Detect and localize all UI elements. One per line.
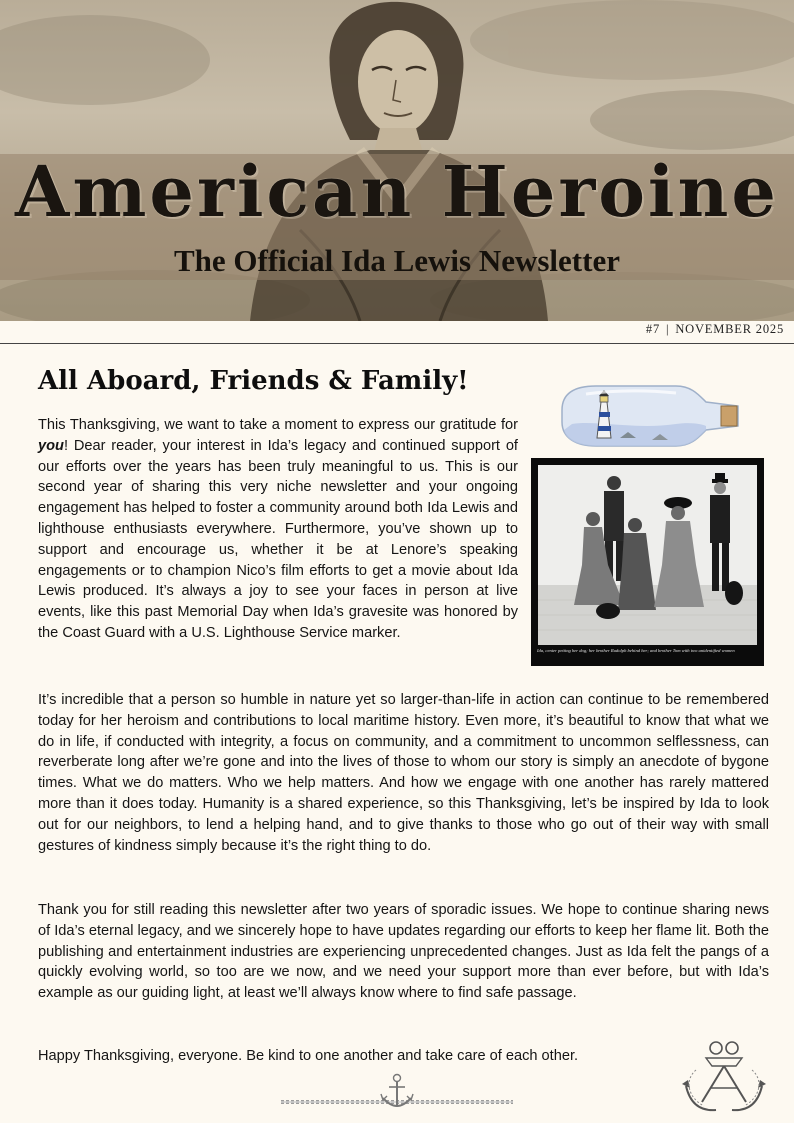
paragraph-1-rest: ! Dear reader, your interest in Ida’s legacy and continued support of our efforts over the years has been truly meaningful to us. This is our second year of sharing this very niche newsletter and your ongoing engagement has helped to foster a community around both Ida Lewis and lighthouse enthusiasts everywhere. Furthermore, you’ve shown up to support and encourage us, whether it be at Lenore’s speaking engagements or to champion Nico’s film efforts to get a movie about Ida Lewis produced. It’s always a joy to see your faces in person at live events, like this past Memorial Day when Ida’s gravesite was honored by the Coast Guard with a U.S. Lighthouse Service marker.: [38, 437, 518, 641]
newsletter-subtitle: The Official Ida Lewis Newsletter: [174, 243, 620, 278]
header-banner: [0, 0, 794, 321]
family-photo-frame: [531, 458, 764, 666]
article-paragraph-2: It’s incredible that a person so humble in nature yet so larger-than-life in action can continue to be remembered today for her heroism and contributions to local maritime history. Even more, it’s beautiful to know that what we do in life, if conducted with integrity, a focus on community, and a commitment to uncommon selflessness, can reverberate long after we’re gone and into the lives of those to whom our story is simply an anecdote of bygone times. What we do matters. Who we help matters. And how we engage with one another has rarely mattered more than it does today. Humanity is a shared experience, so this Thanksgiving, let’s be inspired by Ida to look out for our neighbors, to lend a helping hand, and to give thanks to those who go out of their way with small gestures of kindness simply because it’s the right thing to do.: [38, 692, 769, 854]
article-paragraph-3: Thank you for still reading this newsletter after two years of sporadic issues. We hope to continue sharing news of Ida’s eternal legacy, and we sincerely hope to have updates regarding our efforts to keep her flame lit. Both the publishing and entertainment industries are experiencing unprecedented changes. Just as Ida felt the pangs of a quickly evolving world, so too are we now, and we need your support more than ever before, but with Ida’s example as our guiding light, at least we’ll always know where to find safe passage.: [38, 902, 769, 1002]
issue-separator: |: [666, 322, 670, 336]
issue-date: NOVEMBER 2025: [675, 322, 784, 336]
article-paragraph-4: Happy Thanksgiving, everyone. Be kind to one another and take care of each other.: [38, 1048, 579, 1064]
issue-number: #7: [645, 322, 661, 336]
header-divider-line: [0, 343, 794, 344]
article-paragraph-1: [38, 415, 518, 644]
paragraph-1-lead: This Thanksgiving, we want to take a moment to express our gratitude for: [38, 417, 518, 433]
message-in-bottle-illustration: [556, 380, 742, 452]
ida-lewis-family-photo: [538, 465, 757, 645]
issue-info: [646, 322, 784, 337]
photo-caption: Ida, center petting her dog; her brother Rudolph behind her; and brother Tom with two unidentified women: [537, 648, 735, 653]
paragraph-1-emphasis: you: [38, 437, 64, 454]
newsletter-title: American Heroine: [15, 150, 779, 233]
article-headline: All Aboard, Friends & Family!: [38, 366, 469, 396]
anchor-emblem: [676, 1040, 772, 1116]
rope-anchor-divider: [281, 1072, 513, 1112]
